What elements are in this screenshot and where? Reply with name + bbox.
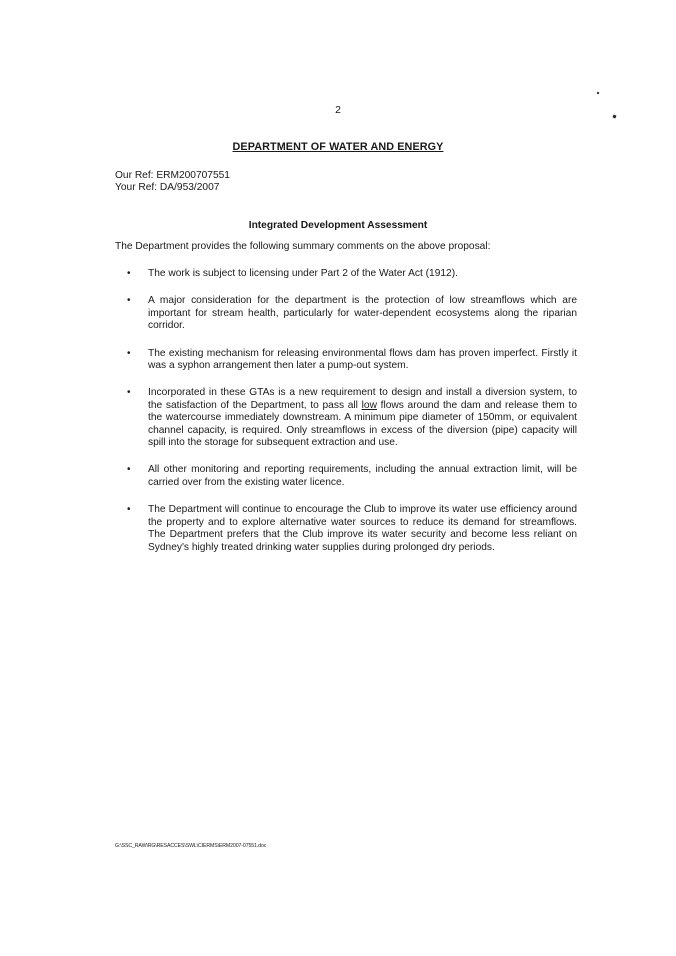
section-heading: Integrated Development Assessment	[248, 220, 428, 231]
list-item	[115, 464, 577, 489]
list-item	[115, 268, 577, 280]
page-number: 2	[335, 104, 341, 116]
footer-file-path: G:\SSC_RAW\RG\RESACCES\SWL\CIERMS\ERM2007-07551.doc	[115, 843, 267, 849]
list-item	[115, 348, 577, 373]
our-ref: Our Ref: ERM200707551	[115, 170, 230, 181]
underlined-word: low	[361, 399, 377, 411]
list-item-text: The Department will continue to encourage the Club to improve its water use efficiency around the property and to explore alternative water sources to reduce its demand for streamflows. The Department prefers that the Club improve its water security and become less reliant on Sydney's highly treated drinking water supplies during prolonged dry periods.	[148, 504, 577, 553]
reference-block	[115, 170, 230, 195]
list-item	[115, 387, 577, 449]
bullet-icon: •	[127, 464, 131, 476]
list-item-text	[148, 387, 577, 448]
list-item-text: All other monitoring and reporting requirements, including the annual extraction limit, will be carried over from the existing water licence.	[148, 464, 577, 488]
bullet-icon: •	[127, 268, 131, 279]
your-ref: Your Ref: DA/953/2007	[115, 182, 220, 194]
list-item-text: The work is subject to licensing under Part 2 of the Water Act (1912).	[148, 268, 458, 279]
list-item-text-end: flows around the dam and release them to the watercourse immediately downstream. A minimum pipe diameter of 150mm, or equivalent channel capacity, is required. Only streamflows in excess of the diversion (pipe) capacity will spill into the storage for subsequent extraction and use.	[148, 399, 577, 449]
intro-paragraph: The Department provides the following summary comments on the above proposal:	[115, 241, 491, 252]
bullet-icon: •	[127, 387, 131, 399]
bullet-icon: •	[127, 295, 131, 307]
department-title: DEPARTMENT OF WATER AND ENERGY	[232, 141, 444, 153]
list-item-text: The existing mechanism for releasing environmental flows dam has proven imperfect. Firstly it was a syphon arrangement then later a pump-out system.	[148, 347, 577, 372]
bullet-icon: •	[127, 347, 131, 359]
list-item-text: A major consideration for the department is the protection of low streamflows which are important for stream health, particularly for water-dependent ecosystems along the riparian corridor.	[148, 295, 577, 332]
list-item-text-start: Incorporated in these GTAs is a new requirement to design and install a diversion system, to the satisfaction of the Department, to pass all	[148, 387, 577, 411]
comment-list	[115, 268, 577, 569]
list-item	[115, 295, 577, 332]
scan-speck	[597, 92, 600, 95]
list-item	[115, 504, 577, 554]
bullet-icon: •	[127, 504, 131, 516]
